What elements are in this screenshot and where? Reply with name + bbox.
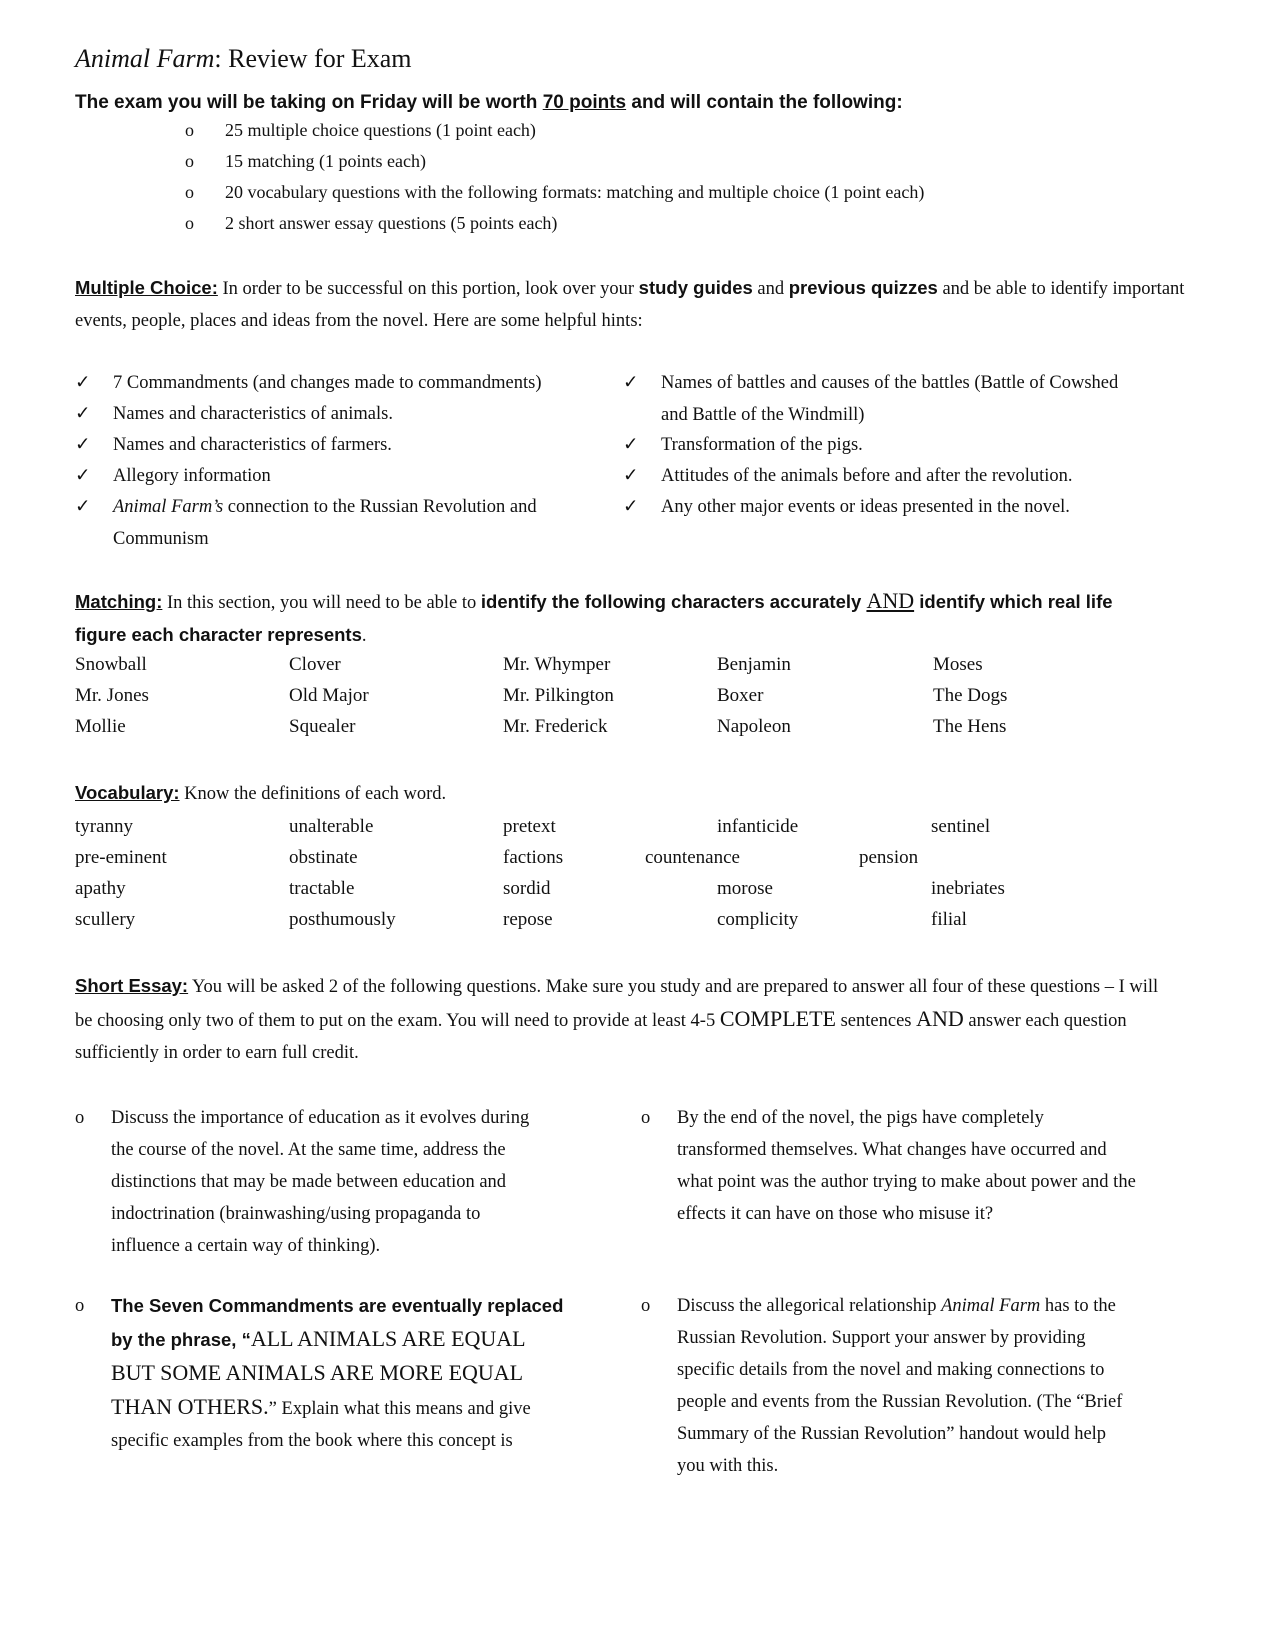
page-title [75,44,412,74]
vocabulary-word: countenance [645,847,740,868]
matching-section [75,585,1155,652]
vocabulary-word: pre-eminent [75,847,167,868]
vocabulary-word: tyranny [75,816,134,837]
intro-text: The exam you will be taking on Friday will be worth [75,92,543,113]
hint-item [623,367,1183,431]
section-text: You will be asked 2 of the following questions. Make sure you study and are prepared to answer all four of these questions – I will be choosing only two of them to put on the exam. You will need to provide at least 4-5 [75,977,1159,1031]
exam-part-text: 20 vocabulary questions with the following formats: matching and multiple choice (1 point each) [225,182,925,202]
check-icon: ✓ [75,466,91,486]
hint-rest: connection to the Russian Revolution and Communism [113,497,537,549]
vocabulary-word: infanticide [717,816,799,837]
vocabulary-section [75,777,1185,810]
section-heading: Matching: [75,591,163,612]
essay-text: Discuss the importance of education as it evolves during the course of the novel. At the same time, address the distinctions that may be made between education and indoctrination (brainwashing/using propaganda to influence a certain way of thinking). [111,1108,530,1256]
bullet-icon: o [75,1296,85,1316]
essay-italic: Animal Farm [941,1296,1041,1316]
section-text: and [752,279,789,299]
intro-text-end: and will contain the following: [626,92,903,113]
section-text: In order to be successful on this portion, look over your [217,279,639,299]
section-text: . [361,626,367,646]
bullet-icon: o [75,1108,85,1128]
section-bold: identify the following characters accurately [480,591,867,612]
character-name: Clover [289,654,341,675]
vocabulary-word: posthumously [289,909,396,930]
title-rest: : Review for Exam [214,44,412,73]
check-icon: ✓ [75,435,91,455]
vocabulary-word: obstinate [289,847,358,868]
hint-text: Allegory information [113,466,271,486]
section-heading: Vocabulary: [75,782,180,803]
essay-caps: ALL ANIMALS ARE EQUAL BUT SOME ANIMALS ARE MORE EQUAL THAN OTHERS. [111,1326,525,1419]
vocabulary-word: complicity [717,909,799,930]
bullet-icon: o [641,1296,651,1316]
character-name: Mr. Jones [75,685,149,706]
hint-text: Any other major events or ideas presented in the novel. [661,497,1070,517]
intro-points: 70 points [542,92,627,113]
section-text: In this section, you will need to be able to [162,593,481,613]
section-bold: previous quizzes [788,277,938,298]
section-caps: COMPLETE [719,1006,836,1031]
vocabulary-word: tractable [289,878,355,899]
check-icon: ✓ [623,373,639,393]
exam-part-text: 2 short answer essay questions (5 points each) [225,213,558,233]
exam-part-text: 25 multiple choice questions (1 point each) [225,120,536,140]
section-heading: Multiple Choice: [75,277,218,298]
character-name: Mr. Pilkington [503,685,614,706]
check-icon: ✓ [75,497,91,517]
section-text: answer each question sufficiently in order to earn full credit. [75,1011,1127,1063]
hint-item [75,491,635,555]
essay-rest: Explain what this means and give specific examples from the book where this concept is [111,1399,531,1451]
exam-intro [75,92,903,114]
vocabulary-word: pension [859,847,919,868]
hint-text: 7 Commandments (and changes made to commandments) [113,373,542,393]
character-name: Napoleon [717,716,791,737]
essay-text-part: has to the Russian Revolution. Support your answer by providing specific details from the novel and making connections to people and events from the Russian Revolution. (The “Brief Summary of the Russian Revolution” handout would help you with this. [677,1296,1123,1476]
section-caps: AND [916,1006,964,1031]
check-icon: ✓ [623,435,639,455]
character-name: Mr. Whymper [503,654,611,675]
hint-text: Transformation of the pigs. [661,435,863,455]
vocabulary-word: apathy [75,878,126,899]
hint-text: Names and characteristics of animals. [113,404,393,424]
vocabulary-word: inebriates [931,878,1005,899]
hint-text: Names and characteristics of farmers. [113,435,392,455]
vocabulary-word: sordid [503,878,551,899]
character-name: The Dogs [933,685,1008,706]
character-name: Mr. Frederick [503,716,608,737]
vocabulary-word: sentinel [931,816,991,837]
section-bold: study guides [638,277,753,298]
character-name: Snowball [75,654,147,675]
section-and: AND [866,588,915,613]
character-name: Boxer [717,685,764,706]
vocabulary-word: factions [503,847,564,868]
check-icon: ✓ [623,497,639,517]
essay-text [111,1290,571,1457]
section-text: and be able to identify important events, people, places and ideas from the novel. Here are some helpful hints: [75,279,1185,331]
vocabulary-word: repose [503,909,553,930]
character-name: The Hens [933,716,1007,737]
vocabulary-word: unalterable [289,816,374,837]
character-name: Mollie [75,716,126,737]
hint-text: Attitudes of the animals before and after the revolution. [661,466,1073,486]
hint-italic: Animal Farm’s [113,497,224,517]
vocabulary-word: filial [931,909,967,930]
section-text: Know the definitions of each word. [179,784,447,804]
essay-text-part: Discuss the allegorical relationship [677,1296,942,1316]
character-name: Old Major [289,685,369,706]
bullet-icon: o [185,151,194,171]
section-text: sentences [835,1011,917,1031]
hint-text: Names of battles and causes of the battles (Battle of Cowshed and Battle of the Windmill) [661,373,1119,425]
short-essay-section [75,970,1165,1069]
bullet-icon: o [185,182,194,202]
essay-text: By the end of the novel, the pigs have completely transformed themselves. What changes have occurred and what point was the author trying to make about power and the effects it can have on those who misuse it? [677,1108,1136,1224]
exam-part-text: 15 matching (1 points each) [225,151,426,171]
essay-quote: ” [268,1399,277,1419]
hint-text [113,491,603,555]
character-name: Moses [933,654,983,675]
vocabulary-word: morose [717,878,773,899]
section-bold: identify which real life figure each character represents [75,591,1113,645]
character-name: Squealer [289,716,356,737]
bullet-icon: o [185,213,194,233]
character-name: Benjamin [717,654,791,675]
check-icon: ✓ [75,404,91,424]
essay-bold: The Seven Commandments are eventually replaced by the phrase, “ [111,1295,564,1350]
essay-text [677,1290,1137,1482]
vocabulary-word: pretext [503,816,556,837]
check-icon: ✓ [623,466,639,486]
title-book: Animal Farm [75,44,215,73]
vocabulary-word: scullery [75,909,136,930]
bullet-icon: o [641,1108,651,1128]
multiple-choice-section [75,272,1185,337]
bullet-icon: o [185,120,194,140]
check-icon: ✓ [75,373,91,393]
section-heading: Short Essay: [75,975,189,996]
